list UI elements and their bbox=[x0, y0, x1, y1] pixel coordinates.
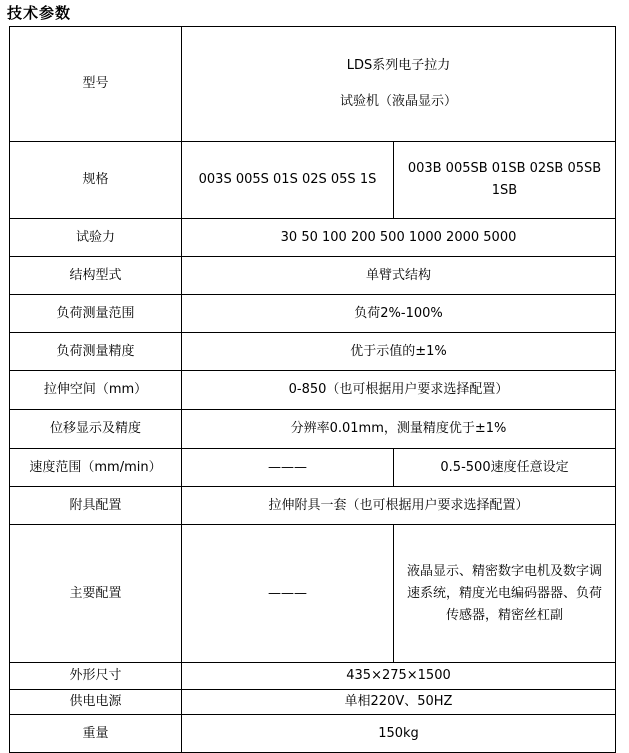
spec-table bbox=[9, 26, 616, 753]
load-range-value: 负荷2%-100% bbox=[182, 295, 616, 333]
table-row bbox=[10, 219, 616, 257]
main-config-left-value: ——— bbox=[182, 525, 394, 663]
row-label-load-range: 负荷测量范围 bbox=[10, 295, 182, 333]
model-value bbox=[182, 27, 616, 142]
table-row bbox=[10, 487, 616, 525]
structure-value: 单臂式结构 bbox=[182, 257, 616, 295]
table-row bbox=[10, 715, 616, 753]
power-value: 单相220V、50HZ bbox=[182, 690, 616, 715]
row-label-model: 型号 bbox=[10, 27, 182, 142]
stretch-space-value: 0-850（也可根据用户要求选择配置） bbox=[182, 371, 616, 410]
weight-value: 150kg bbox=[182, 715, 616, 753]
table-row bbox=[10, 371, 616, 410]
accessories-value: 拉伸附具一套（也可根据用户要求选择配置） bbox=[182, 487, 616, 525]
row-label-dimensions: 外形尺寸 bbox=[10, 663, 182, 690]
row-label-load-accuracy: 负荷测量精度 bbox=[10, 333, 182, 371]
table-row bbox=[10, 525, 616, 663]
table-row bbox=[10, 295, 616, 333]
table-row bbox=[10, 257, 616, 295]
table-row bbox=[10, 663, 616, 690]
row-label-displacement: 位移显示及精度 bbox=[10, 410, 182, 449]
table-row bbox=[10, 142, 616, 219]
table-row bbox=[10, 690, 616, 715]
speed-right-value: 0.5-500速度任意设定 bbox=[394, 449, 616, 487]
table-row bbox=[10, 410, 616, 449]
main-config-right-value: 液晶显示、精密数字电机及数字调速系统，精度光电编码器器、负荷传感器，精密丝杠副 bbox=[394, 525, 616, 663]
displacement-value: 分辨率0.01mm，测量精度优于±1% bbox=[182, 410, 616, 449]
row-label-weight: 重量 bbox=[10, 715, 182, 753]
table-row bbox=[10, 333, 616, 371]
row-label-structure: 结构型式 bbox=[10, 257, 182, 295]
page-title: 技术参数 bbox=[7, 4, 72, 22]
model-line1: LDS系列电子拉力 bbox=[346, 58, 451, 73]
row-label-stretch-space: 拉伸空间（mm） bbox=[10, 371, 182, 410]
load-accuracy-value: 优于示值的±1% bbox=[182, 333, 616, 371]
model-line2: 试验机（液晶显示） bbox=[340, 94, 458, 109]
row-label-accessories: 附具配置 bbox=[10, 487, 182, 525]
table-row bbox=[10, 27, 616, 142]
dimensions-value: 435×275×1500 bbox=[182, 663, 616, 690]
spec-sb-value: 003B 005SB 01SB 02SB 05SB 1SB bbox=[394, 142, 616, 219]
row-label-spec: 规格 bbox=[10, 142, 182, 219]
speed-left-value: ——— bbox=[182, 449, 394, 487]
spec-s-value: 003S 005S 01S 02S 05S 1S bbox=[182, 142, 394, 219]
force-value: 30 50 100 200 500 1000 2000 5000 bbox=[182, 219, 616, 257]
table-row bbox=[10, 449, 616, 487]
row-label-force: 试验力 bbox=[10, 219, 182, 257]
row-label-speed: 速度范围（mm/min） bbox=[10, 449, 182, 487]
row-label-power: 供电电源 bbox=[10, 690, 182, 715]
row-label-main-config: 主要配置 bbox=[10, 525, 182, 663]
